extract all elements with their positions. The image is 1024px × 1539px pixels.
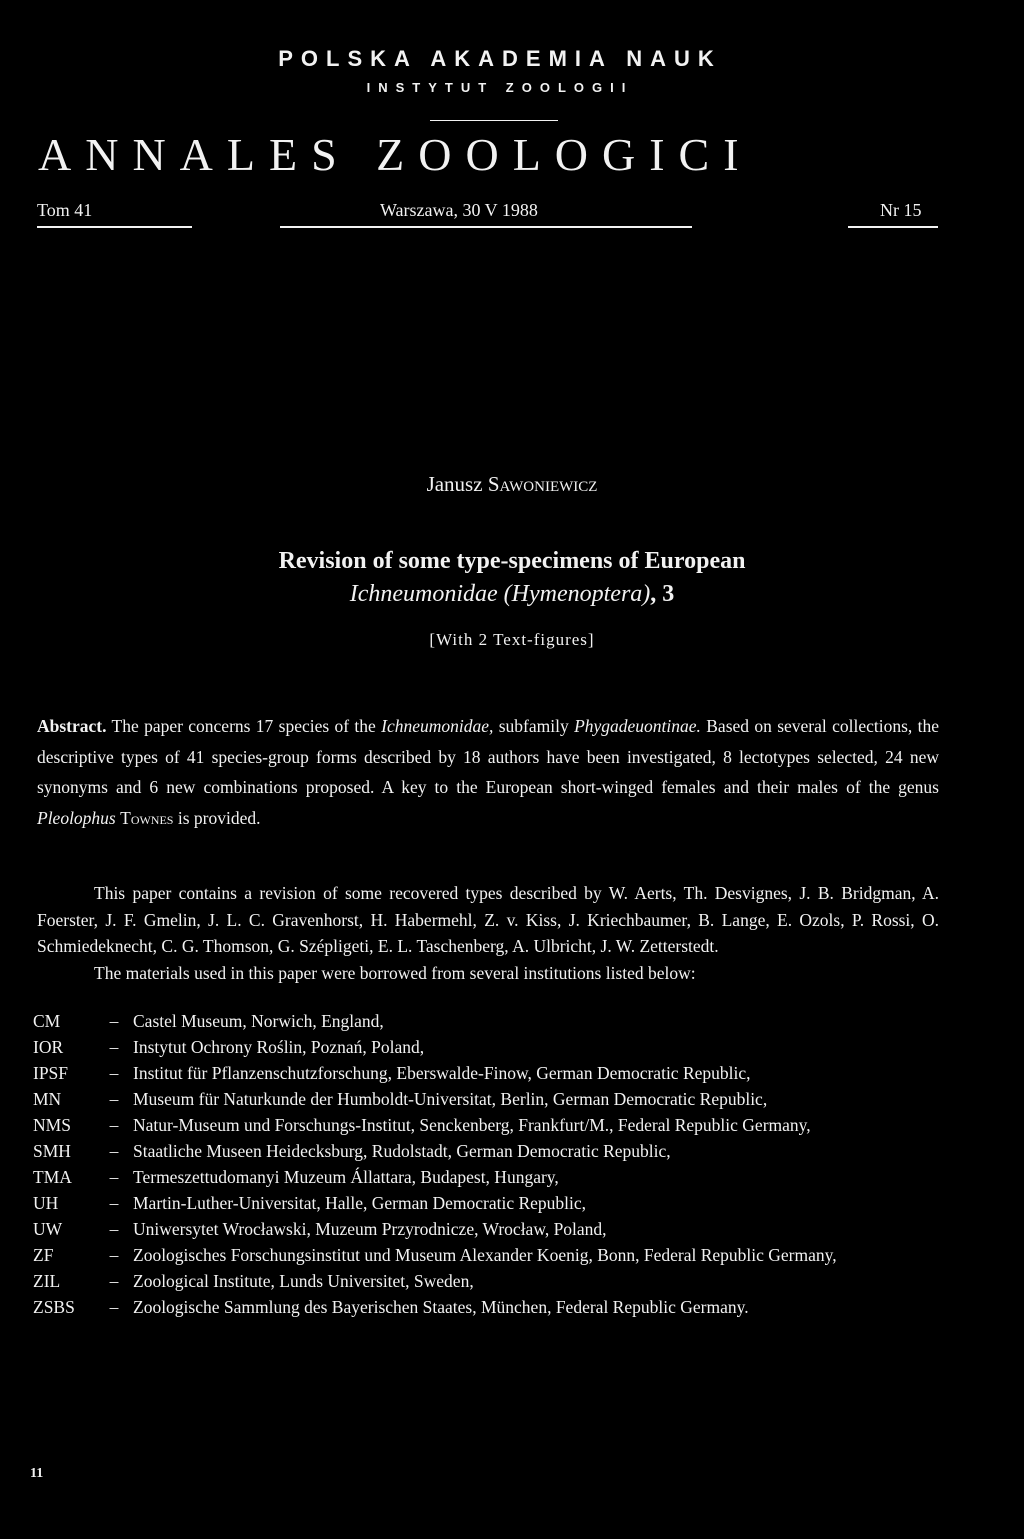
institution-row (33, 1294, 943, 1320)
institution-row (33, 1034, 943, 1060)
institution-code: TMA (33, 1167, 72, 1187)
institution-name: Martin-Luther-Universitat, Halle, German Democratic Republic, (133, 1193, 587, 1213)
institution-dash: – (109, 1245, 119, 1265)
institute-name: INSTYTUT ZOOLOGII (366, 80, 634, 95)
institution-code: UW (33, 1219, 63, 1239)
academy-name: POLSKA AKADEMIA NAUK (278, 46, 722, 71)
journal-title: ANNALES ZOOLOGICI (38, 129, 753, 180)
issue-date: Warszawa, 30 V 1988 (380, 200, 538, 220)
article-author (0, 472, 1024, 497)
page-number: 11 (30, 1466, 44, 1481)
article-title (0, 545, 1024, 611)
abstract-family: Ichneumonidae, (381, 716, 494, 736)
institution-code: IPSF (33, 1063, 69, 1083)
abstract-text: Based on several collections, the descriptive types of 41 species-group forms described by 18 authors have been investigated, 8 lectotypes selected, 24 new synonyms and 6 new combinations proposed. A key to the European short-winged females and their males of the genus (37, 716, 939, 797)
figures-note: [With 2 Text-figures] (429, 630, 595, 649)
volume-rule-right (848, 226, 938, 228)
author-first-name: Janusz (426, 472, 483, 496)
materials-intro: The materials used in this paper were borrowed from several institutions listed below: (94, 962, 696, 983)
institution-code: NMS (33, 1115, 71, 1135)
institution-row (33, 1190, 943, 1216)
body-text (37, 880, 939, 986)
institution-row (33, 1216, 943, 1242)
institution-code: CM (33, 1011, 61, 1031)
institution-dash: – (109, 1167, 119, 1187)
abstract-genus: Pleolophus (37, 807, 116, 828)
institution-dash: – (109, 1193, 119, 1213)
institution-code: ZIL (33, 1271, 61, 1291)
volume-rule-center (280, 226, 692, 228)
institution-dash: – (109, 1037, 119, 1057)
institution-row (33, 1138, 943, 1164)
institution-name: Zoologische Sammlung des Bayerischen Staates, München, Federal Republic Germany. (133, 1297, 749, 1317)
title-part: , 3 (650, 581, 675, 607)
institution-name: Natur-Museum und Forschungs-Institut, Senckenberg, Frankfurt/M., Federal Republic Germany, (133, 1115, 811, 1135)
institution-dash: – (109, 1089, 119, 1109)
volume-rule-left (37, 226, 192, 228)
institution-name: Zoologisches Forschungsinstitut und Museum Alexander Koenig, Bonn, Federal Republic Germany, (133, 1245, 837, 1265)
institution-dash: – (109, 1297, 119, 1317)
institution-name: Uniwersytet Wrocławski, Muzeum Przyrodnicze, Wrocław, Poland, (133, 1219, 607, 1239)
issue-number: Nr 15 (880, 200, 922, 220)
abstract-text: subfamily (493, 716, 575, 736)
institution-list (33, 1008, 943, 1320)
institution-name: Institut für Pflanzenschutzforschung, Eberswalde-Finow, German Democratic Republic, (133, 1063, 751, 1083)
abstract-text: is provided. (173, 807, 261, 828)
institution-row (33, 1164, 943, 1190)
title-order: (Hymenoptera) (503, 581, 651, 607)
institution-name: Instytut Ochrony Roślin, Poznań, Poland, (133, 1037, 425, 1057)
abstract-genus-author: Townes (120, 807, 174, 828)
abstract-subfamily: Phygadeuontinae. (574, 716, 701, 736)
institution-row (33, 1112, 943, 1138)
institution-name: Castel Museum, Norwich, England, (133, 1011, 384, 1031)
institution-row (33, 1008, 943, 1034)
institution-row (33, 1060, 943, 1086)
institution-dash: – (109, 1115, 119, 1135)
institution-dash: – (109, 1011, 119, 1031)
institution-name: Museum für Naturkunde der Humboldt-Universitat, Berlin, German Democratic Republic, (133, 1089, 768, 1109)
institution-code: MN (33, 1089, 62, 1109)
institution-name: Zoological Institute, Lunds Universitet, Sweden, (133, 1271, 474, 1291)
institution-code: ZSBS (33, 1297, 75, 1317)
header-short-rule (430, 120, 558, 121)
institution-code: IOR (33, 1037, 64, 1057)
institution-name: Staatliche Museen Heidecksburg, Rudolstadt, German Democratic Republic, (133, 1141, 671, 1161)
institution-dash: – (109, 1063, 119, 1083)
title-line-2 (0, 578, 1024, 611)
abstract-text: The paper concerns 17 species of the (106, 716, 382, 736)
institution-code: UH (33, 1193, 59, 1213)
volume-label: Tom 41 (37, 200, 93, 220)
institution-dash: – (109, 1141, 119, 1161)
institution-code: ZF (33, 1245, 54, 1265)
abstract-label: Abstract. (37, 716, 107, 736)
institution-name: Termeszettudomanyi Muzeum Állattara, Budapest, Hungary, (133, 1167, 559, 1187)
institution-row (33, 1268, 943, 1294)
title-line-1: Revision of some type-specimens of European (278, 548, 746, 574)
abstract (37, 711, 939, 833)
institution-dash: – (109, 1271, 119, 1291)
institution-row (33, 1242, 943, 1268)
institution-code: SMH (33, 1141, 71, 1161)
title-family: Ichneumonidae (349, 581, 498, 607)
authors-paragraph: This paper contains a revision of some recovered types described by W. Aerts, Th. Desvignes, J. B. Bridgman, A. Foerster, J. F. Gmelin, J. L. C. Gravenhorst, H. Habermehl, Z. v. Kiss, J. Kriechbaumer, B. Lange, E. Ozols, P. Rossi, O. Schmiedeknecht, C. G. Thomson, G. Szépligeti, E. L. Taschenberg, A. Ulbricht, J. W. Zetterstedt. (37, 883, 939, 956)
author-last-name: Sawoniewicz (487, 472, 598, 496)
institution-row (33, 1086, 943, 1112)
institution-dash: – (109, 1219, 119, 1239)
